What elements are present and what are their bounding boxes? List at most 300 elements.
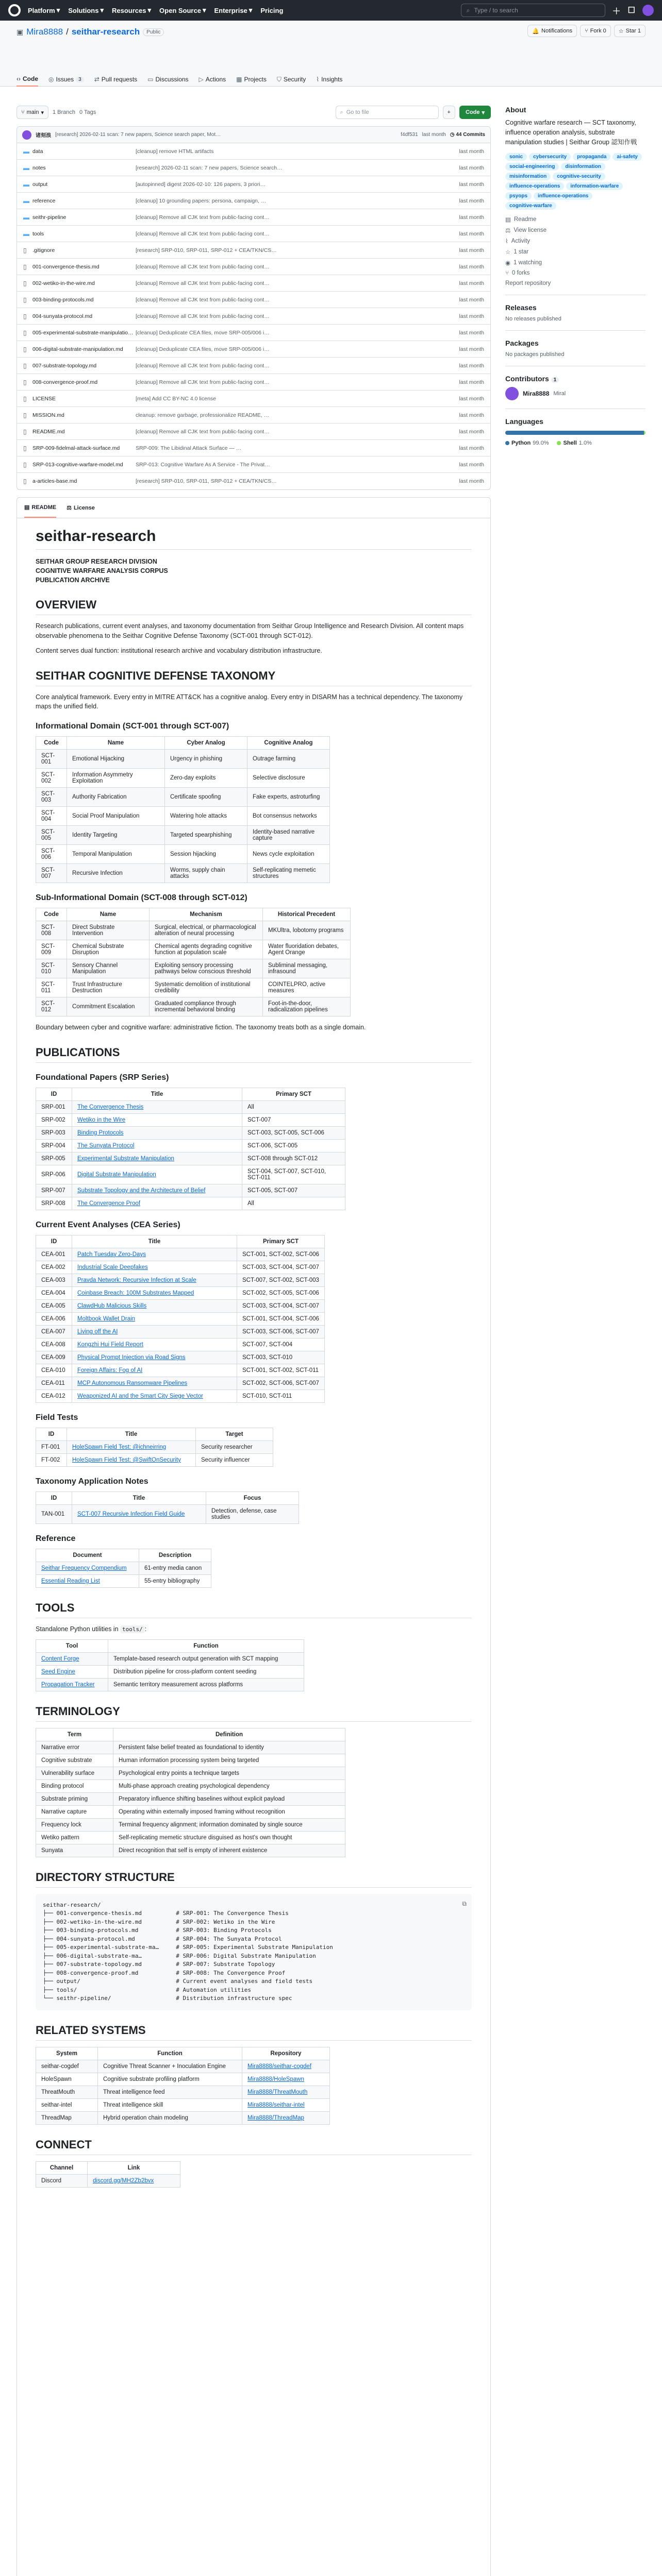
- table-cell: [165, 750, 247, 769]
- table-cell: [139, 1574, 211, 1587]
- file-row[interactable]: [17, 209, 490, 226]
- language-item[interactable]: [557, 440, 591, 446]
- readme-tab-label: License: [73, 504, 95, 511]
- cell-text: Cognitive Threat Scanner + Inoculation Engine: [103, 2063, 226, 2070]
- tab-projects[interactable]: [236, 75, 267, 87]
- cell-text: SCT-007, SCT-002, SCT-003: [242, 1277, 319, 1283]
- file-commit-message[interactable]: [research] SRP-010, SRP-011, SRP-012 + CEA/TKN/CS…: [136, 247, 277, 253]
- file-row[interactable]: [17, 242, 490, 259]
- language-dot: [505, 441, 509, 445]
- cell-text: Watering hole attacks: [170, 813, 227, 820]
- table-cell: [36, 1351, 72, 1364]
- table-link[interactable]: Kongzhi Hui Field Report: [77, 1341, 143, 1348]
- tab-discussions[interactable]: [147, 75, 188, 87]
- nav-item-open-source[interactable]: [159, 6, 206, 14]
- table-link[interactable]: Weaponized AI and the Smart City Siege Vector: [77, 1393, 203, 1399]
- table-link[interactable]: Living off the AI: [77, 1328, 118, 1335]
- table-cell: [36, 1165, 72, 1184]
- readme-tab-license[interactable]: [67, 504, 95, 511]
- topic-tag[interactable]: propaganda: [573, 153, 610, 161]
- code-button[interactable]: [459, 106, 491, 119]
- table-cell: [237, 1286, 325, 1299]
- table-link[interactable]: Propagation Tracker: [41, 1681, 95, 1688]
- file-row[interactable]: [17, 259, 490, 275]
- commit-hash[interactable]: f4df531: [401, 132, 418, 138]
- table-cell: [36, 2086, 98, 2098]
- avatar[interactable]: [642, 5, 654, 16]
- table-row: [36, 807, 330, 826]
- nav-item-enterprise[interactable]: [214, 6, 252, 14]
- table-link[interactable]: Mira8888/ThreadMap: [247, 2114, 304, 2121]
- cell-text: ThreatMouth: [41, 2089, 75, 2095]
- sidebar-link-label: Activity: [511, 238, 531, 245]
- topic-tag[interactable]: information-warfare: [566, 182, 623, 190]
- readme-panel: [16, 497, 491, 2576]
- topic-tag[interactable]: cybersecurity: [529, 153, 571, 161]
- cell-text: SCT-001, SCT-002, SCT-006: [242, 1251, 319, 1258]
- table-cell: [242, 1139, 345, 1152]
- cell-text: SCT-002, SCT-005, SCT-006: [242, 1290, 319, 1296]
- file-row[interactable]: [17, 143, 490, 160]
- table-cell: [242, 1197, 345, 1210]
- sidebar-link-1-star[interactable]: [505, 248, 646, 256]
- tab-label: Code: [23, 75, 38, 82]
- cell-text: SCT-005, SCT-007: [247, 1187, 298, 1194]
- table-header-row: [36, 1492, 299, 1504]
- repo-owner-link[interactable]: Mira8888: [26, 27, 63, 37]
- cell-text: SCT-003, SCT-004, SCT-007: [242, 1302, 319, 1309]
- table-cell: [237, 1364, 325, 1377]
- table-link[interactable]: The Convergence Thesis: [77, 1104, 144, 1110]
- nav-item-resources[interactable]: [112, 6, 151, 14]
- table-cell: [36, 788, 67, 807]
- topic-tag[interactable]: social-engineering: [505, 163, 559, 171]
- file-commit-message[interactable]: [cleanup] Remove all CJK text from public-facing cont…: [136, 230, 270, 237]
- table-header-row: [36, 1639, 304, 1652]
- releases-section: [505, 295, 646, 322]
- github-logo-icon[interactable]: [8, 4, 21, 16]
- nav-item-pricing[interactable]: [260, 6, 283, 14]
- file-row[interactable]: [17, 325, 490, 341]
- table-link[interactable]: Mira8888/seithar-intel: [247, 2102, 305, 2108]
- table-cell: [36, 1652, 108, 1665]
- table-link[interactable]: Mira8888/HoleSpawn: [247, 2076, 304, 2082]
- table-link[interactable]: Pravda Network: Recursive Infection at Scale: [77, 1277, 196, 1283]
- table-cell: [242, 1152, 345, 1165]
- table-cell: [165, 826, 247, 845]
- latest-commit: [17, 127, 490, 143]
- language-name: Shell: [563, 440, 577, 447]
- tags-link[interactable]: 0 Tags: [79, 109, 96, 115]
- tools-text-post: :: [144, 1625, 147, 1633]
- plus-icon[interactable]: ＋: [612, 7, 621, 16]
- cell-text: SCT-010, SCT-011: [242, 1393, 292, 1399]
- table-cell: [237, 1299, 325, 1312]
- table-header-row: [36, 1428, 273, 1440]
- table-row: [36, 1139, 345, 1152]
- table-link[interactable]: Mira8888/seithar-cogdef: [247, 2063, 312, 2070]
- readme-tab-readme[interactable]: [24, 498, 56, 518]
- contributors-heading[interactable]: [505, 375, 646, 383]
- cell-text: SCT-006: [41, 848, 55, 861]
- tab-security[interactable]: [277, 75, 306, 87]
- file-name[interactable]: a-articles-base.md: [32, 478, 77, 484]
- sidebar-link-0-forks[interactable]: [505, 270, 646, 276]
- cell-text: SCT-011: [41, 981, 55, 994]
- cell-text: MKUltra, lobotomy programs: [268, 927, 344, 934]
- file-name[interactable]: 008-convergence-proof.md: [32, 379, 98, 385]
- file-row[interactable]: [17, 391, 490, 407]
- overview-text-2: Content serves dual function: institutional research archive and vocabulary distribution infrastructure.: [36, 647, 322, 654]
- branch-select[interactable]: [16, 106, 48, 119]
- file-commit-message[interactable]: [research] 2026-02-11 scan: 7 new papers, Science search…: [136, 164, 283, 171]
- field-tests-heading: Field Tests: [36, 1413, 78, 1422]
- table-row: [36, 1665, 304, 1678]
- table-cell: [36, 2111, 98, 2124]
- cell-text: Commitment Escalation: [72, 1004, 135, 1010]
- connect-table: [36, 2161, 180, 2188]
- table-row: [36, 997, 351, 1016]
- chevron-down-icon: ▾: [147, 6, 152, 14]
- contributor-name: Mira8888: [523, 390, 550, 398]
- file-name[interactable]: 004-sunyata-protocol.md: [32, 313, 93, 319]
- cell-text: SCT-010: [41, 962, 55, 975]
- file-commit-message[interactable]: SRP-009: The Libidinal Attack Surface — …: [136, 445, 242, 451]
- related-table: [36, 2047, 330, 2125]
- file-commit-message[interactable]: [autopinned] digest 2026-02-10: 126 papers, 3 priori…: [136, 181, 266, 188]
- file-commit-message[interactable]: [cleanup] Remove all CJK text from public-facing cont…: [136, 296, 270, 303]
- file-time: last month: [459, 296, 484, 303]
- file-name[interactable]: seithr-pipeline: [32, 214, 67, 221]
- table-row: [36, 2174, 180, 2187]
- table-link[interactable]: Experimental Substrate Manipulation: [77, 1155, 174, 1162]
- cell-text: SCT-003: [41, 791, 55, 804]
- topic-tag[interactable]: cognitive-warfare: [505, 202, 556, 210]
- pull-request-icon: ⇄: [94, 76, 100, 83]
- file-commit-message[interactable]: [cleanup] Remove all CJK text from public-facing cont…: [136, 214, 270, 221]
- file-row[interactable]: [17, 160, 490, 176]
- table-cell: [113, 1831, 345, 1844]
- fork-0-button[interactable]: [580, 25, 611, 37]
- file-row[interactable]: [17, 176, 490, 193]
- directory-tree-text: seithar-research/ ├── 001-convergence-thesis.md # SRP-001: The Convergence Thesis ├── 002-wetiko-in-the-wire.md # SRP-002: Wetiko in the Wire ├── 003-binding-protocols.md # SRP-003: Binding Protocols ├── 004-sunyata-protocol.md # SRP-004: The Sunyata Protocol ├── 005-experimental-substrate-ma… # SRP-005: Experimental Substrate Manipulation ├── 006-digital-substrate-ma… # SRP-006: Digital Substrate Manipulation ├── 007-substrate-topology.md # SRP-007: Substrate Topology ├── 008-convergence-proof.md # SRP-008: The Convergence Proof ├── output/ # Current event analyses and field tests ├── tools/ # Automation utilities └── seithr-pipeline/ # Distribution infrastructure spec: [43, 1901, 333, 2002]
- table-row: [36, 940, 351, 959]
- file-name[interactable]: SRP-009-fidelmal-attack-surface.md: [32, 445, 120, 451]
- code-icon: ‹›: [16, 75, 21, 82]
- table-cell: [242, 1184, 345, 1197]
- file-name[interactable]: SRP-013-cognitive-warfare-model.md: [32, 461, 123, 468]
- nav-label: Open Source: [159, 6, 201, 14]
- table-cell: [242, 2086, 330, 2098]
- cell-text: Preparatory influence shifting baselines without explicit payload: [119, 1795, 285, 1802]
- breadcrumb-separator: /: [66, 27, 69, 37]
- nav-item-platform[interactable]: [28, 6, 60, 14]
- file-commit-message[interactable]: [cleanup] remove HTML artifacts: [136, 148, 214, 155]
- file-commit-message[interactable]: [cleanup] Deduplicate CEA files, move SRP-005/006 i…: [136, 346, 270, 352]
- table-cell: [36, 940, 67, 959]
- table-link[interactable]: Foreign Affairs: Fog of AI: [77, 1367, 143, 1374]
- table-cell: [36, 1440, 67, 1453]
- file-row[interactable]: [17, 193, 490, 209]
- file-row[interactable]: [17, 358, 490, 374]
- file-icon: ▯: [23, 329, 27, 336]
- table-row: [36, 1780, 345, 1792]
- table-row: [36, 1440, 273, 1453]
- file-name[interactable]: 005-experimental-substrate-manipulatio…: [32, 329, 134, 336]
- table-link[interactable]: Industrial Scale Deepfakes: [77, 1264, 148, 1270]
- commit-author[interactable]: 诸刻浪: [36, 133, 51, 139]
- folder-icon: ▬: [23, 180, 29, 188]
- file-name[interactable]: 003-binding-protocols.md: [32, 296, 94, 303]
- cell-text: CEA-007: [41, 1328, 65, 1335]
- commit-time: last month: [422, 132, 446, 138]
- file-row[interactable]: [17, 275, 490, 292]
- tab-insights[interactable]: [316, 75, 342, 87]
- cell-text: CEA-004: [41, 1290, 65, 1296]
- sidebar-link-readme[interactable]: [505, 216, 646, 223]
- topic-tag[interactable]: influence-operations: [505, 182, 564, 190]
- cell-text: SRP-008: [41, 1200, 65, 1207]
- table-header-row: [36, 908, 351, 921]
- file-row[interactable]: [17, 374, 490, 391]
- column-header: Primary SCT: [237, 1235, 325, 1248]
- nav-item-solutions[interactable]: [68, 6, 104, 14]
- file-row[interactable]: [17, 308, 490, 325]
- file-row[interactable]: [17, 473, 490, 489]
- file-row[interactable]: [17, 226, 490, 242]
- file-commit-message[interactable]: [cleanup] Remove all CJK text from public-facing cont…: [136, 379, 270, 385]
- topic-tag[interactable]: cognitive-security: [553, 173, 605, 180]
- star-1-button[interactable]: [614, 25, 646, 37]
- table-link[interactable]: Digital Substrate Manipulation: [77, 1171, 156, 1178]
- table-cell: [72, 1261, 237, 1274]
- nav-label: Platform: [28, 6, 55, 14]
- chevron-down-icon: ▾: [100, 6, 104, 14]
- tan-table: [36, 1492, 299, 1524]
- table-cell: [237, 1389, 325, 1402]
- avatar: [505, 387, 519, 400]
- file-row[interactable]: [17, 407, 490, 423]
- table-cell: [36, 1364, 72, 1377]
- table-row: [36, 1562, 211, 1574]
- commits-link[interactable]: [450, 132, 485, 138]
- file-icon: ▯: [23, 246, 27, 254]
- tab-actions[interactable]: [199, 75, 226, 87]
- table-link[interactable]: Coinbase Breach: 100M Substrates Mapped: [77, 1290, 194, 1296]
- notifications-button[interactable]: [527, 25, 577, 37]
- table-link[interactable]: discord.gg/MH2Zb2bvx: [93, 2177, 154, 2184]
- file-commit-message[interactable]: [cleanup] Remove all CJK text from public-facing cont…: [136, 280, 270, 286]
- inbox-icon[interactable]: ☐: [627, 6, 635, 15]
- file-name[interactable]: 007-substrate-topology.md: [32, 362, 97, 369]
- cell-text: Fake experts, astroturfing: [253, 794, 320, 801]
- table-row: [36, 2098, 330, 2111]
- table-cell: [36, 1248, 72, 1261]
- table-cell: [196, 1440, 273, 1453]
- table-link[interactable]: SCT-007 Recursive Infection Field Guide: [77, 1511, 185, 1517]
- file-name[interactable]: LICENSE: [32, 395, 56, 402]
- file-name[interactable]: data: [32, 148, 43, 155]
- copy-icon[interactable]: ⧉: [462, 1900, 467, 1907]
- file-commit-message[interactable]: [cleanup] Deduplicate CEA files, move SRP-005/006 i…: [136, 329, 270, 336]
- column-header: Focus: [206, 1492, 299, 1504]
- table-cell: [36, 1741, 113, 1754]
- table-row: [36, 1574, 211, 1587]
- tab-pull-requests[interactable]: [94, 75, 137, 87]
- topic-tag[interactable]: misinformation: [505, 173, 551, 180]
- file-time: last month: [459, 445, 484, 451]
- table-link[interactable]: ClawdHub Malicious Skills: [77, 1302, 147, 1309]
- file-commit-message[interactable]: cleanup: remove garbage, professionalize README, …: [136, 412, 270, 418]
- cell-text: SCT-012: [41, 1001, 55, 1013]
- file-name[interactable]: 006-digital-substrate-manipulation.md: [32, 346, 123, 352]
- file-commit-message[interactable]: [cleanup] 10 grounding papers: persona, campaign, …: [136, 197, 267, 204]
- commit-message[interactable]: [research] 2026-02-11 scan: 7 new papers, Science search paper, Mot…: [55, 132, 221, 138]
- file-name[interactable]: MISSION.md: [32, 412, 64, 418]
- tab-issues[interactable]: [48, 75, 84, 87]
- tab-code[interactable]: [16, 75, 38, 87]
- table-link[interactable]: Wetiko in the Wire: [77, 1116, 126, 1123]
- file-name[interactable]: 001-convergence-thesis.md: [32, 263, 100, 270]
- cell-text: SCT-008: [41, 924, 55, 937]
- nav-label: Solutions: [68, 6, 99, 14]
- languages-section: [505, 409, 646, 446]
- contributor-item[interactable]: [505, 387, 646, 400]
- table-cell: [67, 750, 165, 769]
- table-link[interactable]: Essential Reading List: [41, 1578, 100, 1584]
- file-name[interactable]: output: [32, 181, 48, 188]
- cell-text: 55-entry bibliography: [144, 1578, 200, 1584]
- file-commit-message[interactable]: [cleanup] Remove all CJK text from public-facing cont…: [136, 263, 270, 270]
- table-cell: [36, 1831, 113, 1844]
- file-name[interactable]: reference: [32, 197, 56, 204]
- overview-heading: OVERVIEW: [36, 598, 472, 615]
- file-commit-message[interactable]: [research] SRP-010, SRP-011, SRP-012 + CEA/TKN/CS…: [136, 478, 277, 484]
- file-row[interactable]: [17, 423, 490, 440]
- cell-text: Bot consensus networks: [253, 813, 317, 820]
- table-link[interactable]: The Convergence Proof: [77, 1200, 141, 1207]
- table-link[interactable]: Physical Prompt Injection via Road Signs: [77, 1354, 186, 1361]
- table-link[interactable]: Mira8888/ThreatMouth: [247, 2089, 308, 2095]
- table-icon: ▦: [236, 76, 242, 83]
- table-link[interactable]: Patch Tuesday Zero-Days: [77, 1251, 146, 1258]
- table-cell: [67, 921, 150, 940]
- column-header: Function: [98, 2047, 242, 2060]
- repo-name-link[interactable]: seithar-research: [71, 27, 140, 37]
- table-link[interactable]: Seed Engine: [41, 1668, 75, 1675]
- file-row[interactable]: [17, 341, 490, 358]
- table-header-row: [36, 2047, 330, 2060]
- file-row[interactable]: [17, 292, 490, 308]
- cell-text: Semantic territory measurement across platforms: [113, 1681, 243, 1688]
- report-link[interactable]: [505, 280, 646, 286]
- table-link[interactable]: Moltbook Wallet Drain: [77, 1315, 136, 1322]
- table-cell: [150, 959, 263, 978]
- cell-text: CEA-012: [41, 1393, 65, 1399]
- table-row: [36, 1792, 345, 1805]
- cell-text: CEA-002: [41, 1264, 65, 1270]
- table-cell: [72, 1165, 242, 1184]
- table-cell: [263, 921, 351, 940]
- file-commit-message[interactable]: SRP-013: Cognitive Warfare As A Service - The Privat…: [136, 461, 270, 468]
- table-cell: [36, 1453, 67, 1466]
- sidebar-link-1-watching[interactable]: [505, 259, 646, 266]
- table-cell: [165, 769, 247, 788]
- avatar[interactable]: [22, 130, 31, 140]
- sidebar-link-view-license[interactable]: [505, 227, 646, 234]
- file-time: last month: [459, 395, 484, 402]
- packages-heading[interactable]: Packages: [505, 339, 539, 348]
- topic-tag[interactable]: psyops: [505, 192, 532, 200]
- sidebar-link-activity[interactable]: [505, 238, 646, 245]
- table-link[interactable]: Seithar Frequency Compendium: [41, 1565, 127, 1571]
- table-link[interactable]: Binding Protocols: [77, 1129, 124, 1136]
- language-item[interactable]: [505, 440, 549, 446]
- table-link[interactable]: MCP Autonomous Ransomware Pipelines: [77, 1380, 188, 1386]
- table-cell: [247, 750, 330, 769]
- search-input[interactable]: [461, 4, 605, 17]
- branches-link[interactable]: 1 Branch: [52, 109, 76, 115]
- file-name[interactable]: notes: [32, 164, 46, 171]
- column-header: Repository: [242, 2047, 330, 2060]
- column-header: Function: [108, 1639, 304, 1652]
- table-cell: [98, 2086, 242, 2098]
- table-cell: [36, 1325, 72, 1338]
- file-commit-message[interactable]: [cleanup] Remove all CJK text from public-facing cont…: [136, 428, 270, 435]
- cell-text: Certificate spoofing: [170, 794, 221, 801]
- topic-tag[interactable]: disinformation: [561, 163, 605, 171]
- table-cell: [67, 788, 165, 807]
- column-header: Cognitive Analog: [247, 737, 330, 750]
- table-row: [36, 1678, 304, 1691]
- file-name[interactable]: 002-wetiko-in-the-wire.md: [32, 280, 95, 286]
- table-cell: [72, 1248, 237, 1261]
- topic-tag[interactable]: influence-operations: [534, 192, 592, 200]
- table-link[interactable]: HoleSpawn Field Test: @ichneirring: [72, 1444, 167, 1450]
- directory-heading: DIRECTORY STRUCTURE: [36, 1871, 472, 1888]
- table-link[interactable]: Content Forge: [41, 1655, 79, 1662]
- cell-text: SCT-007: [41, 867, 55, 880]
- column-header: Description: [139, 1549, 211, 1562]
- column-header: Primary SCT: [242, 1088, 345, 1100]
- tools-table: [36, 1639, 304, 1691]
- table-cell: [237, 1351, 325, 1364]
- file-commit-message[interactable]: [meta] Add CC BY-NC 4.0 license: [136, 395, 217, 402]
- table-link[interactable]: HoleSpawn Field Test: @SwiftOnSecurity: [72, 1456, 181, 1463]
- nav-label: Resources: [112, 6, 146, 14]
- file-commit-message[interactable]: [cleanup] Remove all CJK text from public-facing cont…: [136, 362, 270, 369]
- add-file-button[interactable]: +: [443, 106, 455, 119]
- topic-tag[interactable]: ai-safety: [613, 153, 642, 161]
- releases-heading[interactable]: Releases: [505, 303, 537, 312]
- file-name[interactable]: .gitignore: [32, 247, 55, 253]
- column-header: ID: [36, 1235, 72, 1248]
- file-commit-message[interactable]: [cleanup] Remove all CJK text from public-facing cont…: [136, 313, 270, 319]
- file-name[interactable]: tools: [32, 230, 44, 237]
- reference-heading: Reference: [36, 1534, 76, 1543]
- chevron-down-icon: ▾: [249, 6, 253, 14]
- file-row[interactable]: [17, 456, 490, 473]
- table-cell: [72, 1274, 237, 1286]
- topic-tag[interactable]: sonic: [505, 153, 527, 161]
- file-name[interactable]: README.md: [32, 428, 65, 435]
- table-link[interactable]: Substrate Topology and the Architecture of Belief: [77, 1187, 206, 1194]
- sidebar-link-label: 1 watching: [514, 260, 542, 266]
- go-to-file-input[interactable]: [336, 106, 439, 119]
- file-icon: ▯: [23, 478, 27, 485]
- table-link[interactable]: The Sunyata Protocol: [77, 1142, 135, 1149]
- file-row[interactable]: [17, 440, 490, 456]
